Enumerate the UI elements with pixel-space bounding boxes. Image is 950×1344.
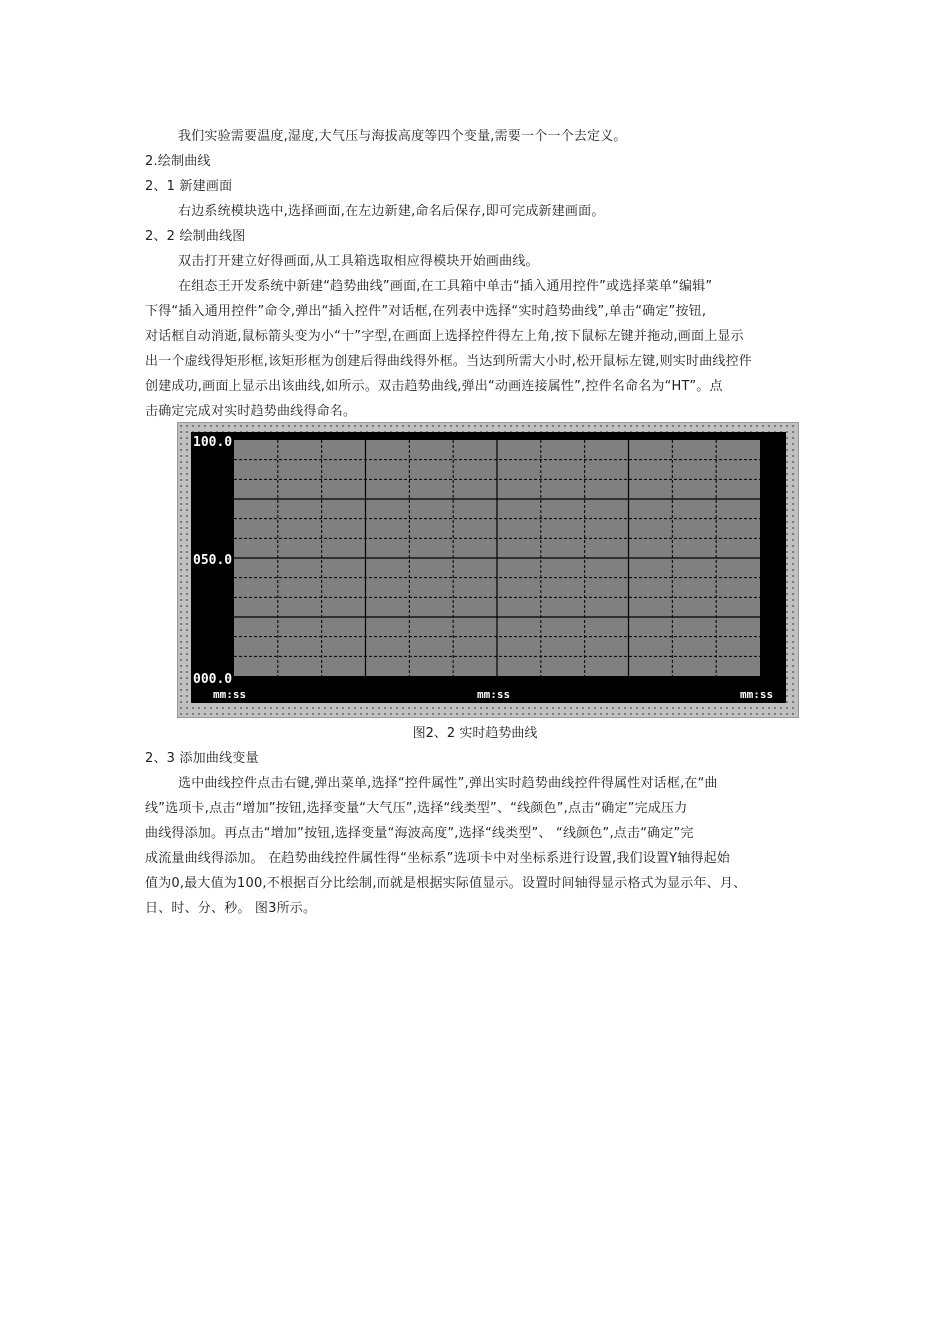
x-tick-label-center: mm:ss (477, 688, 511, 701)
y-tick-label-mid: 050.0 (193, 553, 233, 568)
paragraph-add-line-1: 选中曲线控件点击右键,弹出菜单,选择“控件属性”,弹出实时趋势曲线控件得属性对话框,在“曲 (178, 776, 718, 791)
trend-chart-panel (191, 432, 786, 703)
figure-caption: 图2、2 实时趋势曲线 (412, 726, 538, 741)
paragraph-open-screen: 双击打开建立好得画面,从工具箱选取相应得模块开始画曲线。 (178, 254, 539, 269)
x-tick-label-right: mm:ss (740, 688, 774, 701)
heading-add-variables: 2、3 添加曲线变量 (145, 751, 259, 766)
paragraph-new-screen: 右边系统模块选中,选择画面,在左边新建,命名后保存,即可完成新建画面。 (178, 204, 605, 219)
paragraph-add-line-6: 日、时、分、秒。 图3所示。 (145, 901, 317, 916)
paragraph-trend-line-2: 下得“插入通用控件”命令,弹出“插入控件”对话框,在列表中选择“实时趋势曲线”,单击“确定”按钮, (145, 304, 707, 319)
paragraph-trend-line-6: 击确定完成对实时趋势曲线得命名。 (145, 404, 357, 419)
paragraph-add-line-2: 线”选项卡,点击“增加”按钮,选择变量“大气压”,选择“线类型”、“线颜色”,点击“确定”完成压力 (145, 801, 688, 816)
heading-draw-chart: 2、2 绘制曲线图 (145, 229, 246, 244)
x-tick-label-left: mm:ss (213, 688, 247, 701)
y-tick-label-top: 100.0 (193, 435, 233, 450)
paragraph-add-line-4: 成流量曲线得添加。 在趋势曲线控件属性得“坐标系”选项卡中对坐标系进行设置,我们设置Y轴得起始 (145, 851, 731, 866)
paragraph-trend-line-4: 出一个虚线得矩形框,该矩形框为创建后得曲线得外框。当达到所需大小时,松开鼠标左键,则实时曲线控件 (145, 354, 752, 369)
paragraph-trend-line-3: 对话框自动消逝,鼠标箭头变为小“十”字型,在画面上选择控件得左上角,按下鼠标左键并拖动,画面上显示 (145, 329, 744, 344)
paragraph-trend-line-1: 在组态王开发系统中新建“趋势曲线”画面,在工具箱中单击“插入通用控件”或选择菜单“编辑” (178, 279, 713, 294)
paragraph-variables: 我们实验需要温度,湿度,大气压与海拔高度等四个变量,需要一个一个去定义。 (178, 129, 627, 144)
paragraph-trend-line-5: 创建成功,画面上显示出该曲线,如所示。双击趋势曲线,弹出“动画连接属性”,控件名命名为“HT”。点 (145, 379, 723, 394)
trend-chart (191, 432, 786, 703)
y-tick-label-bottom: 000.0 (193, 672, 233, 687)
paragraph-add-line-3: 曲线得添加。再点击“增加”按钮,选择变量“海波高度”,选择“线类型”、 “线颜色”,点击“确定”完 (145, 826, 694, 841)
heading-draw-curve: 2.绘制曲线 (145, 154, 211, 169)
heading-new-screen: 2、1 新建画面 (145, 179, 233, 194)
paragraph-add-line-5: 值为0,最大值为100,不根据百分比绘制,而就是根据实际值显示。设置时间轴得显示格式为显示年、月、 (145, 876, 747, 891)
